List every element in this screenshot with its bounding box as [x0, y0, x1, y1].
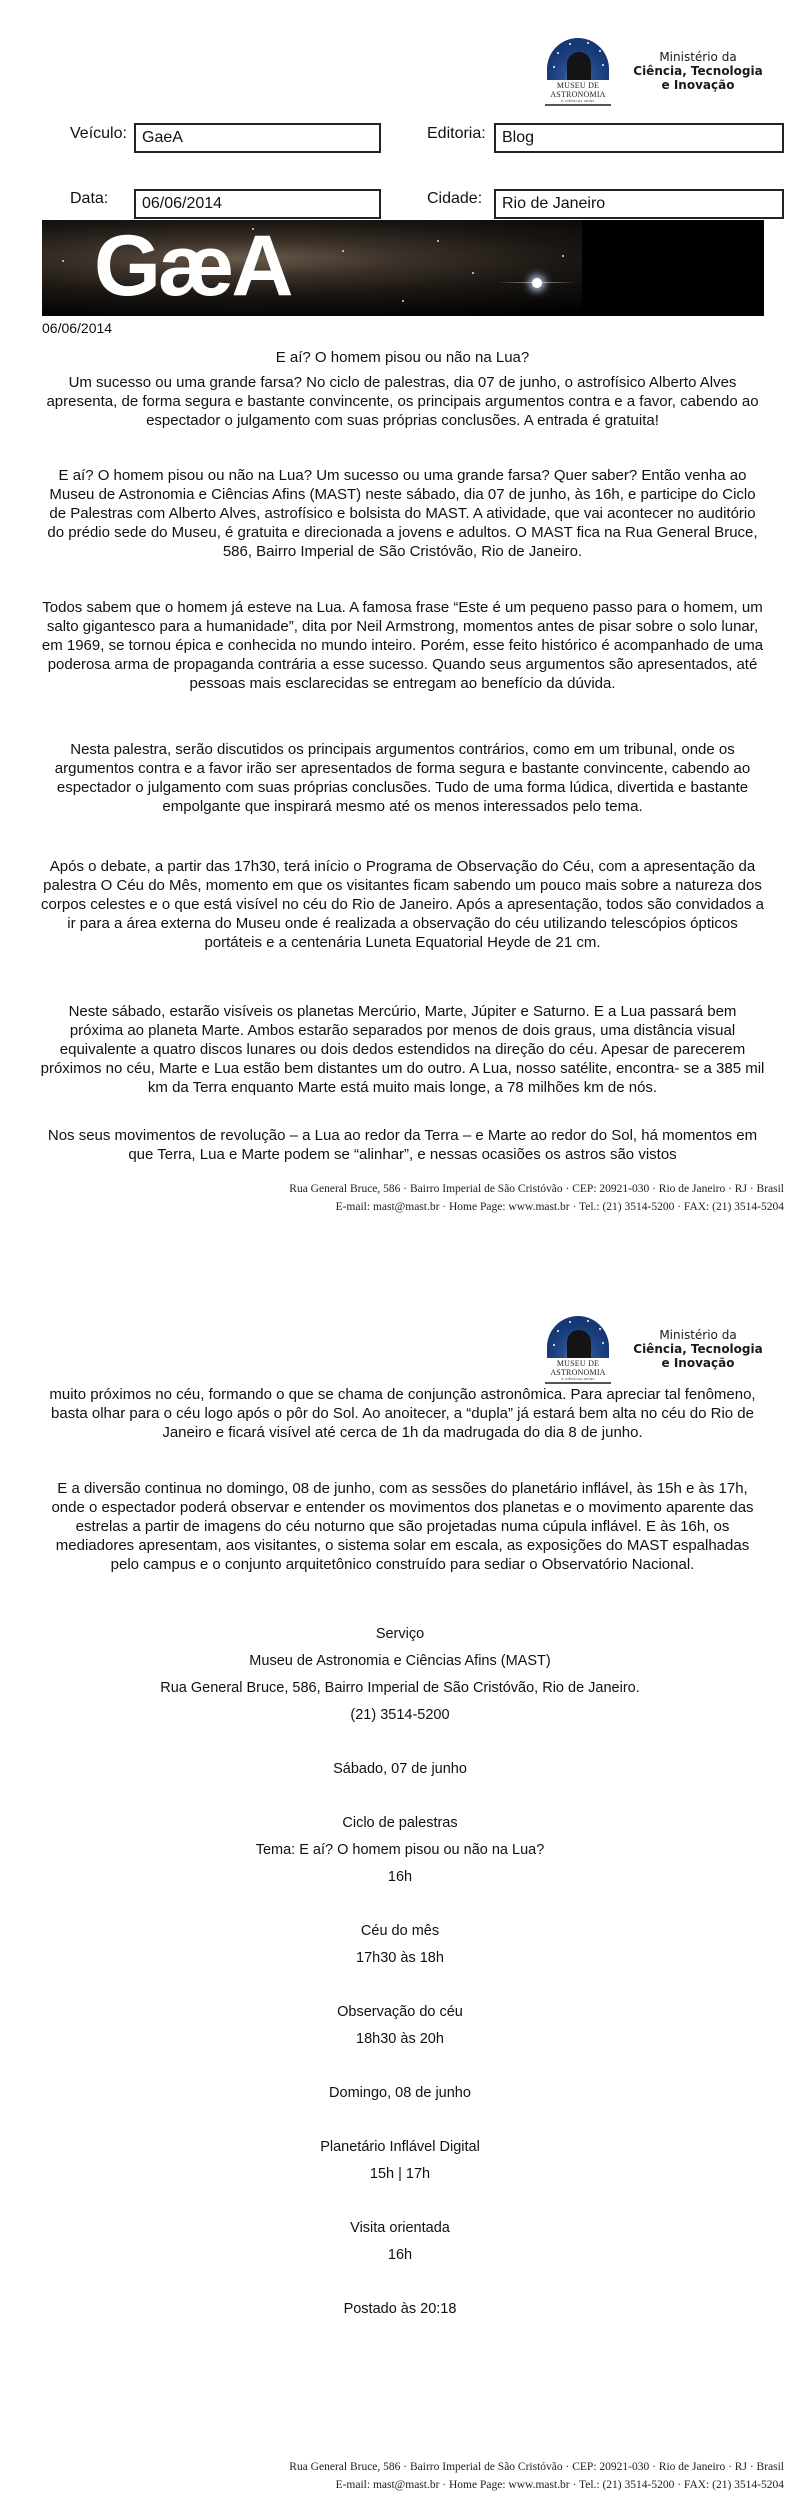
ministry-line2: Ciência, Tecnologia [633, 1342, 763, 1356]
service-address: Rua General Bruce, 586, Bairro Imperial de São Cristóvão, Rio de Janeiro. [160, 1680, 640, 1696]
service-info [150, 1625, 650, 2318]
paragraph-text: E a diversão continua no domingo, 08 de junho, com as sessões do planetário inflável, às 15h e às 17h, onde o espectador poderá observar e entender os movimentos dos planetas e o movimento aparente das estrelas a partir de imagens do céu noturno que são projetadas numa cúpula inflável. E às 16h, os mediadores apresentam, aos visitantes, o sistema solar em escala, as exposições do MAST espalhadas pelo campus e o conjunto arquitetônico construído para sediar o Observatório Nacional. [51, 1480, 754, 1573]
header-logos-page2 [545, 1316, 785, 1386]
paragraph-text: Nesta palestra, serão discutidos os principais argumentos contrários, como em um tribunal, onde os argumentos contra e a favor irão ser apresentados de forma segura e bastante convincente, cabendo ao espectador o julgamento com suas próprias conclusões. Tudo de uma forma lúdica, divertida e bastante empolgante que inspirará mesmo até os menos interessados pelo tema. [54, 741, 751, 815]
mast-logo-line1: MUSEU DE [556, 1359, 600, 1368]
mast-logo-line2: ASTRONOMIA [550, 90, 606, 99]
footer-contact: E-mail: mast@mast.br · Home Page: www.mast.br · Tel.: (21) 3514-5200 · FAX: (21) 3514-5204 [335, 1201, 784, 1213]
article-paragraph [40, 598, 765, 693]
article-paragraph [40, 466, 765, 561]
mast-logo [545, 38, 611, 108]
article-date: 06/06/2014 [42, 320, 113, 336]
service-sky-month-label: Céu do mês [360, 1923, 440, 1939]
article-paragraph [40, 1479, 765, 1574]
service-talk-time: 16h [387, 1869, 413, 1885]
article-title-text: E aí? O homem pisou ou não na Lua? [275, 349, 530, 366]
article-title [40, 348, 765, 367]
cidade-field: Rio de Janeiro [494, 189, 784, 219]
paragraph-text: Após o debate, a partir das 17h30, terá início o Programa de Observação do Céu, com a apresentação da palestra O Céu do Mês, momento em que os visitantes ficam sabendo um pouco mais sobre a natureza dos corpos celestes e o que está visível no céu do Rio de Janeiro. Após a apresentação, todos são convidados a ir para a área externa do Museu onde é realizada a observação do céu utilizando telescópios ópticos portáteis e a centenária Luneta Equatorial Heyde de 21 cm. [41, 858, 764, 951]
mast-logo-line1: MUSEU DE [556, 81, 600, 90]
ministry-line1: Ministério da [659, 1328, 737, 1342]
service-observation-time: 18h30 às 20h [356, 2031, 444, 2047]
cidade-label: Cidade: [427, 190, 483, 207]
bright-star-icon [532, 278, 542, 288]
paragraph-text: Neste sábado, estarão visíveis os planetas Mercúrio, Marte, Júpiter e Saturno. E a Lua passará bem próxima ao planeta Marte. Ambos estarão separados por menos de dois graus, uma distância visual equivalente a quatro discos lunares ou dois dedos estendidos na direção do céu. Apesar de parecerem próximos no céu, Marte e Lua estão bem distantes um do outro. A Lua, nosso satélite, encontra- se a 385 mil km da Terra enquanto Marte está muito mais longe, a 78 milhões km de nós. [40, 1003, 765, 1096]
article-paragraph [40, 1385, 765, 1442]
footer-page1 [184, 1180, 784, 1216]
service-visit-time: 16h [387, 2247, 413, 2263]
article-paragraph [40, 373, 765, 430]
service-planetarium-time: 15h | 17h [369, 2166, 431, 2182]
data-label: Data: [70, 190, 109, 207]
mast-logo [545, 1316, 611, 1386]
article-paragraph [40, 1126, 765, 1164]
observatory-dome-icon [547, 1316, 609, 1358]
gaea-banner [42, 220, 764, 316]
ministry-logo [623, 1328, 773, 1370]
ministry-logo [623, 50, 773, 92]
paragraph-text: Um sucesso ou uma grande farsa? No ciclo de palestras, dia 07 de junho, o astrofísico Alberto Alves apresenta, de forma segura e bastante convincente, os principais argumentos contra e a favor, cabendo ao espectador o julgamento com suas próprias conclusões. A entrada é gratuita! [46, 374, 759, 429]
paragraph-text: Todos sabem que o homem já esteve na Lua. A famosa frase “Este é um pequeno passo para o homem, um salto gigantesco para a humanidade”, dita por Neil Armstrong, momentos antes de pisar sobre o solo lunar, em 1969, se tornou épica e conhecida no mundo inteiro. Porém, esse feito histórico é acompanhado de uma poderosa arma de propaganda contrária a esse sucesso. Quando seus argumentos são apresentados, até pessoas mais esclarecidas se entregam ao benefício da dúvida. [41, 599, 764, 692]
service-sky-month-time: 17h30 às 18h [356, 1950, 444, 1966]
article-paragraph [40, 740, 765, 816]
veiculo-field: GaeA [134, 123, 381, 153]
service-observation-label: Observação do céu [337, 2004, 463, 2020]
service-heading: Serviço [375, 1626, 425, 1642]
article-paragraph [40, 1002, 765, 1097]
service-phone: (21) 3514-5200 [350, 1707, 450, 1723]
editoria-label: Editoria: [427, 125, 486, 142]
veiculo-label: Veículo: [70, 125, 127, 142]
service-talk-theme: Tema: E aí? O homem pisou ou não na Lua? [255, 1842, 545, 1858]
editoria-field: Blog [494, 123, 784, 153]
service-planetarium-label: Planetário Inflável Digital [320, 2139, 480, 2155]
paragraph-text: E aí? O homem pisou ou não na Lua? Um sucesso ou uma grande farsa? Quer saber? Então venha ao Museu de Astronomia e Ciências Afins (MAST) neste sábado, dia 07 de junho, às 16h, e participe do Ciclo de Palestras com Alberto Alves, astrofísico e bolsista do MAST. A atividade, que vai acontecer no auditório do prédio sede do Museu, é gratuita e direcionada a jovens e adultos. O MAST fica na Rua General Bruce, 586, Bairro Imperial de São Cristóvão, Rio de Janeiro. [47, 467, 758, 560]
ministry-line3: e Inovação [661, 78, 735, 92]
service-sunday: Domingo, 08 de junho [329, 2085, 471, 2101]
mast-logo-line3: E CIÊNCIAS AFINS [561, 1377, 595, 1381]
paragraph-text: muito próximos no céu, formando o que se chama de conjunção astronômica. Para apreciar tal fenômeno, basta olhar para o céu logo após o pôr do Sol. Ao anoitecer, a “dupla” já estará bem alta no céu do Rio de Janeiro e ficará visível até cerca de 1h da madrugada do dia 8 de junho. [49, 1386, 756, 1441]
service-posted: Postado às 20:18 [343, 2301, 457, 2317]
service-museum: Museu de Astronomia e Ciências Afins (MAST) [249, 1653, 551, 1669]
service-talk-label: Ciclo de palestras [342, 1815, 458, 1831]
footer-contact: E-mail: mast@mast.br · Home Page: www.mast.br · Tel.: (21) 3514-5200 · FAX: (21) 3514-5204 [335, 2479, 784, 2491]
header-logos-page1 [545, 38, 785, 108]
footer-page2 [184, 2458, 784, 2494]
footer-address: Rua General Bruce, 586 · Bairro Imperial de São Cristóvão · CEP: 20921-030 · Rio de Janeiro · RJ · Brasil [289, 2461, 784, 2473]
mast-logo-line2: ASTRONOMIA [550, 1368, 606, 1377]
observatory-dome-icon [547, 38, 609, 80]
footer-address: Rua General Bruce, 586 · Bairro Imperial de São Cristóvão · CEP: 20921-030 · Rio de Janeiro · RJ · Brasil [289, 1183, 784, 1195]
ministry-line1: Ministério da [659, 50, 737, 64]
ministry-line3: e Inovação [661, 1356, 735, 1370]
banner-title: GæA [94, 220, 291, 314]
ministry-line2: Ciência, Tecnologia [633, 64, 763, 78]
data-field: 06/06/2014 [134, 189, 381, 219]
service-saturday: Sábado, 07 de junho [333, 1761, 467, 1777]
article-paragraph [40, 857, 765, 952]
paragraph-text: Nos seus movimentos de revolução – a Lua ao redor da Terra – e Marte ao redor do Sol, há momentos em que Terra, Lua e Marte podem se “alinhar”, e nessas ocasiões os astros são vistos [47, 1127, 758, 1163]
mast-logo-line3: E CIÊNCIAS AFINS [561, 99, 595, 103]
service-visit-label: Visita orientada [350, 2220, 450, 2236]
